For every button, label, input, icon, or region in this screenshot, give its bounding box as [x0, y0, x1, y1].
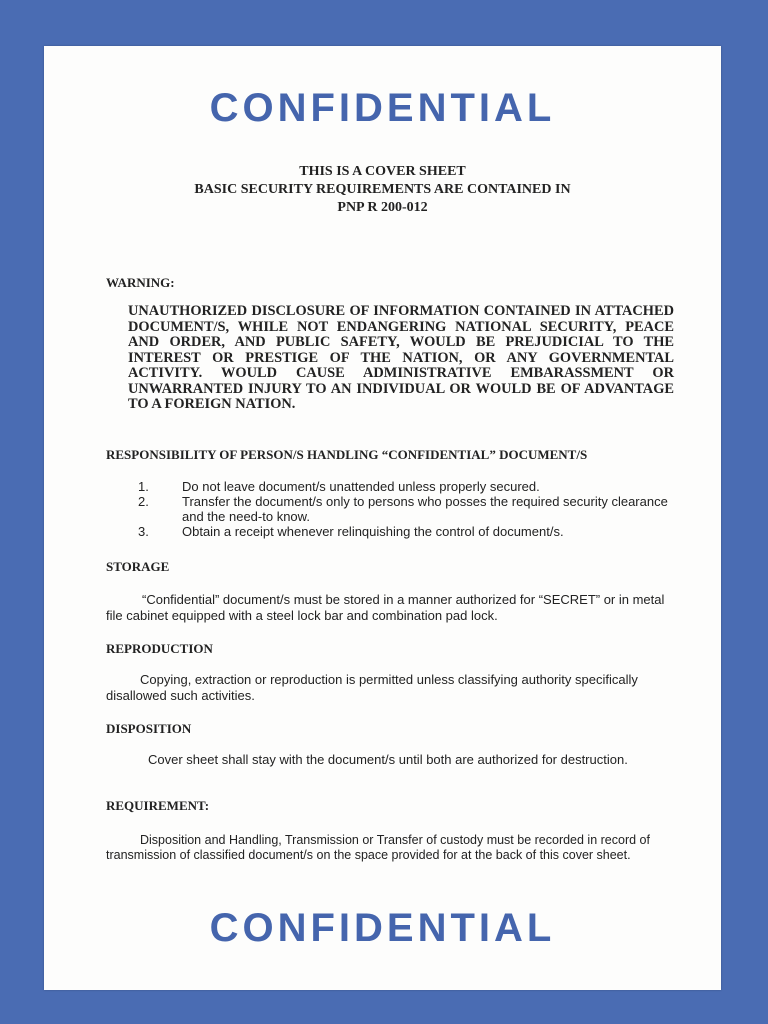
list-item — [138, 524, 678, 539]
warning-heading: WARNING: — [106, 275, 175, 290]
disposition-heading: DISPOSITION — [106, 721, 192, 736]
responsibility-heading: RESPONSIBILITY OF PERSON/S HANDLING “CONFIDENTIAL” DOCUMENT/S — [106, 447, 588, 462]
cover-line-1: THIS IS A COVER SHEET — [299, 164, 466, 179]
warning-text: UNAUTHORIZED DISCLOSURE OF INFORMATION CONTAINED IN ATTACHED DOCUMENT/S, WHILE NOT ENDANGERING NATIONAL SECURITY, PEACE AND ORDER, AND PUBLIC SAFETY, WOULD BE PREJUDICIAL TO THE INTEREST OR PRESTIGE OF THE NATION, OR ANY GOVERNMENTAL ACTIVITY. WOULD CAUSE ADMINISTRATIVE EMBARASSMENT OR UNWARRANTED INJURY TO AN INDIVIDUAL OR WOULD BE OF ADVANTAGE TO A FOREIGN NATION. — [128, 303, 674, 412]
storage-heading: STORAGE — [106, 559, 170, 574]
list-item-number: 3. — [138, 524, 149, 539]
list-item-number: 1. — [138, 479, 149, 494]
requirement-text: Disposition and Handling, Transmission or Transfer of custody must be recorded in record of transmission of classified document/s on the space provided for at the back of this cover sheet. — [106, 833, 650, 862]
responsibility-list — [138, 479, 678, 539]
requirement-heading: REQUIREMENT: — [106, 798, 210, 813]
cover-line-2: BASIC SECURITY REQUIREMENTS ARE CONTAINED IN — [194, 182, 571, 197]
reproduction-heading: REPRODUCTION — [106, 641, 213, 656]
confidential-stamp-bottom: CONFIDENTIAL — [209, 906, 556, 950]
disposition-text: Cover sheet shall stay with the document/s until both are authorized for destruction. — [148, 752, 628, 767]
list-item — [138, 494, 678, 524]
storage-text: “Confidential” document/s must be stored in a manner authorized for “SECRET” or in metal file cabinet equipped with a steel lock bar and combination pad lock. — [106, 592, 665, 623]
list-item-text: Transfer the document/s only to persons who posses the required security clearance and the need-to know. — [182, 494, 668, 524]
cover-sheet — [44, 46, 721, 990]
list-item-text: Do not leave document/s unattended unless properly secured. — [182, 479, 540, 494]
confidential-stamp-top: CONFIDENTIAL — [209, 86, 556, 130]
reproduction-text: Copying, extraction or reproduction is permitted unless classifying authority specifically disallowed such activities. — [106, 672, 638, 703]
list-item-text: Obtain a receipt whenever relinquishing the control of document/s. — [182, 524, 564, 539]
list-item-number: 2. — [138, 494, 149, 509]
cover-sheet-header — [44, 163, 721, 217]
list-item — [138, 479, 678, 494]
cover-line-3: PNP R 200-012 — [337, 200, 428, 215]
